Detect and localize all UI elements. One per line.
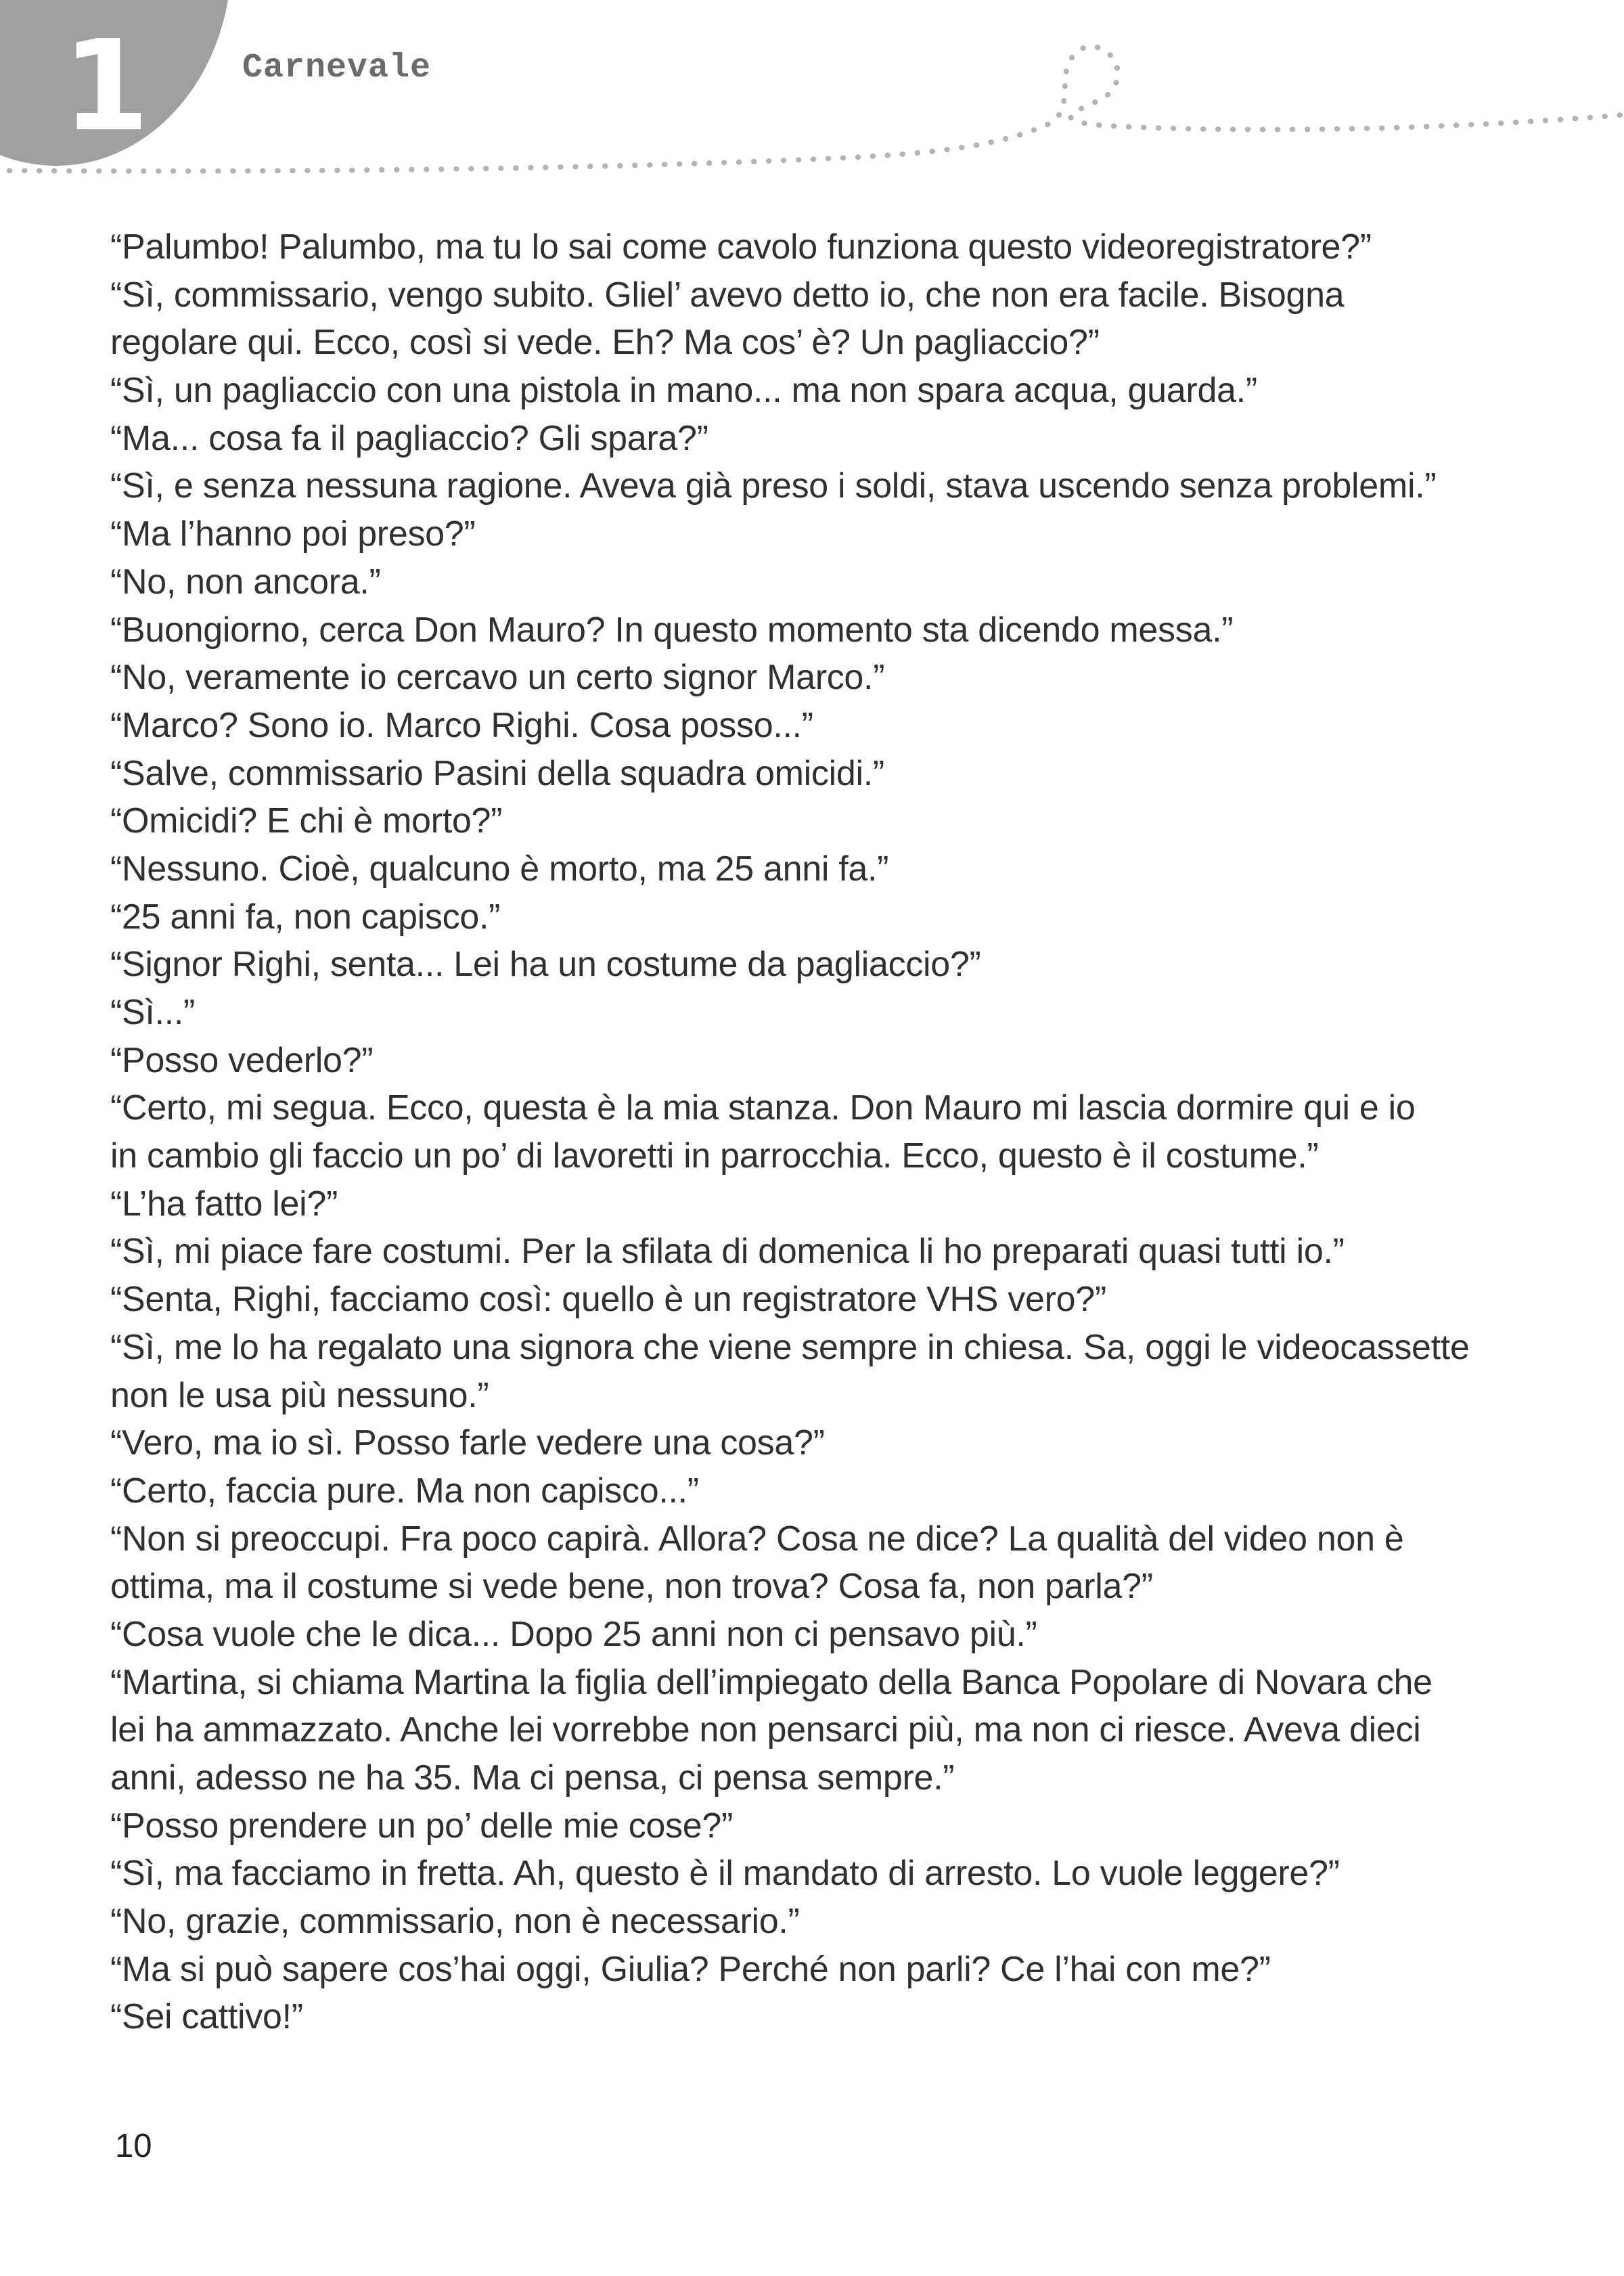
text-line: “Certo, faccia pure. Ma non capisco...” [110,1471,699,1511]
dotted-swash-decoration [0,0,1624,203]
text-line: “No, non ancora.” [110,562,381,602]
text-line: “Marco? Sono io. Marco Righi. Cosa posso...” [110,705,813,745]
text-line: “Non si preoccupi. Fra poco capirà. Allora? Cosa ne dice? La qualità del video non è [110,1519,1404,1559]
text-line: “Ma... cosa fa il pagliaccio? Gli spara?” [110,418,708,458]
text-line: ottima, ma il costume si vede bene, non trova? Cosa fa, non parla?” [110,1567,1153,1607]
text-line: “Sei cattivo!” [110,1997,303,2037]
page-number: 10 [115,2128,152,2164]
text-line: “Omicidi? E chi è morto?” [110,801,503,841]
text-line: regolare qui. Ecco, così si vede. Eh? Ma cos’ è? Un pagliaccio?” [110,323,1100,363]
text-line: “Cosa vuole che le dica... Dopo 25 anni non ci pensavo più.” [110,1614,1037,1654]
unit-number: 1 [62,13,150,159]
text-line: “L’ha fatto lei?” [110,1184,338,1224]
text-line: “Martina, si chiama Martina la figlia dell’impiegato della Banca Popolare di Novara che [110,1662,1433,1702]
text-line: “Sì, me lo ha regalato una signora che viene sempre in chiesa. Sa, oggi le videocassette [110,1327,1470,1367]
text-line: “Ma l’hanno poi preso?” [110,514,476,554]
text-line: non le usa più nessuno.” [110,1375,489,1415]
text-line: “Posso vederlo?” [110,1040,374,1080]
text-line: “Sì, e senza nessuna ragione. Aveva già preso i soldi, stava uscendo senza problemi.” [110,466,1437,506]
text-line: “Sì...” [110,993,196,1032]
text-line: in cambio gli faccio un po’ di lavoretti in parrocchia. Ecco, questo è il costume.” [110,1136,1319,1176]
text-line: “No, veramente io cercavo un certo signor Marco.” [110,658,885,698]
text-line: “No, grazie, commissario, non è necessario.” [110,1902,800,1942]
text-line: “25 anni fa, non capisco.” [110,897,501,937]
text-line: “Sì, ma facciamo in fretta. Ah, questo è il mandato di arresto. Lo vuole leggere?” [110,1854,1340,1894]
text-line: “Posso prendere un po’ delle mie cose?” [110,1806,734,1846]
text-line: “Buongiorno, cerca Don Mauro? In questo momento sta dicendo messa.” [110,610,1234,650]
text-line: “Senta, Righi, facciamo così: quello è un registratore VHS vero?” [110,1280,1106,1320]
text-line: “Vero, ma io sì. Posso farle vedere una cosa?” [110,1423,825,1463]
chapter-title: Carnevale [242,49,432,87]
text-line: “Sì, commissario, vengo subito. Gliel’ avevo detto io, che non era facile. Bisogna [110,275,1345,315]
text-line: anni, adesso ne ha 35. Ma ci pensa, ci pensa sempre.” [110,1758,955,1798]
text-line: “Nessuno. Cioè, qualcuno è morto, ma 25 anni fa.” [110,849,889,889]
text-line: “Sì, un pagliaccio con una pistola in mano... ma non spara acqua, guarda.” [110,371,1257,411]
text-line: “Ma si può sapere cos’hai oggi, Giulia? Perché non parli? Ce l’hai con me?” [110,1949,1271,1989]
text-line: “Salve, commissario Pasini della squadra omicidi.” [110,753,884,793]
text-line: lei ha ammazzato. Anche lei vorrebbe non pensarci più, ma non ci riesce. Aveva dieci [110,1710,1421,1750]
text-line: “Sì, mi piace fare costumi. Per la sfilata di domenica li ho preparati quasi tutti io.” [110,1232,1345,1272]
text-line: “Signor Righi, senta... Lei ha un costume da pagliaccio?” [110,945,981,985]
text-line: “Certo, mi segua. Ecco, questa è la mia stanza. Don Mauro mi lascia dormire qui e io [110,1088,1416,1128]
dialogue-text-block [110,223,1565,2041]
text-line: “Palumbo! Palumbo, ma tu lo sai come cavolo funziona questo videoregistratore?” [110,227,1372,267]
